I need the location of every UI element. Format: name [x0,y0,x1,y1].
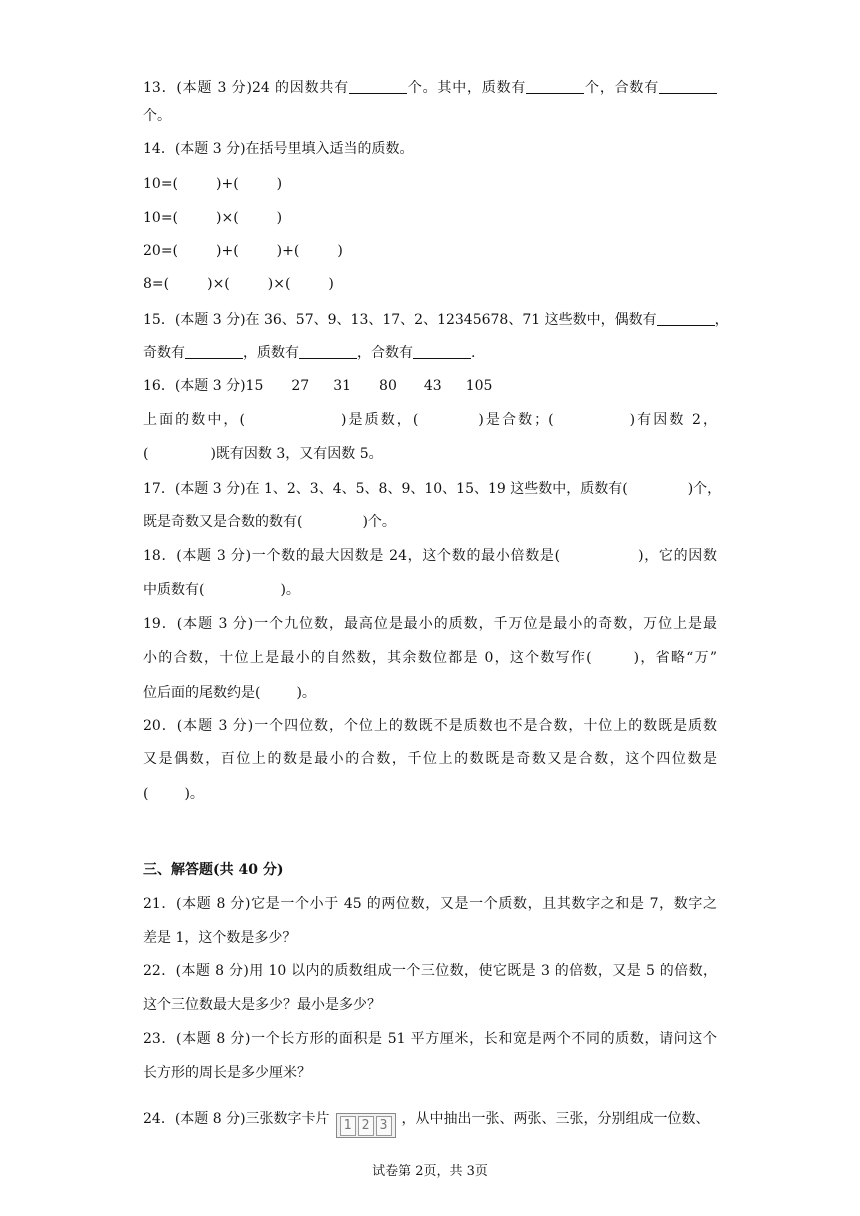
question-23-line-2: 长方形的周长是多少厘米？ [143,1065,311,1081]
q14-text: ) [276,176,283,192]
q16-text: 上面的数中，( [143,412,245,428]
question-13-line-1 [143,78,717,98]
q17-text: 17．(本题 3 分)在 1、2、3、4、5、8、9、10、15、19 这些数中，质数有( [143,481,628,497]
q14-row-2 [143,208,717,228]
answer-blank[interactable] [659,79,717,94]
question-15-line-1 [143,310,729,330]
q24-text: ，从中抽出一张、两张、三张，分别组成一位数、 [401,1111,710,1127]
q16-number: 80 [379,378,397,394]
q16-text: ( [143,446,149,462]
q13-text: 个。 [143,108,171,124]
q18-text: 中质数有( [143,582,205,598]
q18-text: )，它的因数 [638,548,717,564]
answer-blank[interactable] [413,344,471,359]
question-21-line-1: 21．(本题 8 分)它是一个小于 45 的两位数，又是一个质数，且其数字之和是 7，数字之 [143,896,717,912]
q14-text: )+( [216,243,239,259]
digit-card: 2 [358,1116,374,1136]
q14-text: 8=( [143,276,170,292]
q14-text: )×( [207,276,230,292]
question-20-line-1: 20．(本题 3 分)一个四位数，个位上的数既不是质数也不是合数，十位上的数既是质数 [143,718,717,734]
question-17-line-2 [143,512,717,532]
q18-text: )。 [280,582,300,598]
question-20-line-3 [143,784,717,804]
question-14-stem: 14．(本题 3 分)在括号里填入适当的质数。 [143,141,414,157]
q16-text: )有因数 2， [629,412,717,428]
q14-text: )+( [216,176,239,192]
q20-text: ( [143,786,149,802]
q14-text: )+( [276,243,300,259]
q16-text: )是质数，( [340,412,419,428]
digit-card: 1 [340,1116,356,1136]
q13-text: 个。其中，质数有 [407,80,527,96]
question-19-line-3 [143,683,717,703]
q13-text: 个，合数有 [584,80,660,96]
q14-row-3 [143,241,717,261]
question-16-line-1 [143,376,717,396]
q14-text: ) [328,276,334,292]
q15-text: ，质数有 [243,345,299,361]
question-15-line-2 [143,343,717,363]
page-footer: 试卷第 2页，共 3页 [372,1164,488,1179]
digit-cards-image [336,1113,396,1138]
q19-text: )。 [296,685,316,701]
question-18-line-2 [143,580,717,600]
question-17-line-1 [143,479,722,499]
question-24-line-1 [143,1109,717,1133]
q14-row-4 [143,274,717,294]
q16-number: 43 [423,378,442,394]
answer-blank[interactable] [657,311,715,326]
q15-text: ，合数有 [357,345,413,361]
q14-text: )×( [216,210,239,226]
q17-text: )个， [687,481,722,497]
question-16-line-2 [143,410,717,430]
q24-text: 24．(本题 8 分)三张数字卡片 [143,1111,330,1127]
q14-text: 10=( [143,210,179,226]
q17-text: 既是奇数又是合数的数有( [143,514,303,530]
question-19-line-1: 19．(本题 3 分)一个九位数，最高位是最小的质数，千万位是最小的奇数，万位上是最 [143,616,717,632]
question-13-line-2 [143,106,717,126]
question-16-line-3 [143,444,717,464]
q14-text: ) [276,210,283,226]
q14-text: )×( [267,276,291,292]
q13-text: 13．(本题 3 分)24 的因数共有 [143,80,350,96]
q14-row-1 [143,174,717,194]
q19-text: 小的合数，十位上是最小的自然数，其余数位都是 0，这个数写作( [143,650,592,666]
question-20-line-2: 又是偶数，百位上的数是最小的合数，千位上的数既是奇数又是合数，这个四位数是 [143,751,717,767]
q16-number: 27 [291,378,310,394]
q15-text: 奇数有 [143,345,185,361]
q20-text: )。 [184,786,204,802]
q16-number: 31 [333,378,352,394]
q19-text: )，省略“万” [633,650,717,666]
q14-text: 10=( [143,176,179,192]
question-19-line-2 [143,648,717,668]
q18-text: 18．(本题 3 分)一个数的最大因数是 24，这个数的最小倍数是( [143,548,561,564]
q15-text: . [471,345,476,361]
digit-card: 3 [376,1116,392,1136]
question-18-line-1 [143,546,717,566]
q15-text: ， [714,312,729,328]
answer-blank[interactable] [299,344,357,359]
q16-number: 105 [465,378,493,394]
answer-blank[interactable] [185,344,243,359]
q16-text: )既有因数 3，又有因数 5。 [210,446,383,462]
answer-blank[interactable] [349,79,407,94]
question-22-line-1: 22．(本题 8 分)用 10 以内的质数组成一个三位数，使它既是 3 的倍数，又是 5 的倍数， [143,963,717,979]
q17-text: )个。 [362,514,396,530]
q16-text: 16．(本题 3 分)15 [143,378,264,394]
q19-text: 位后面的尾数约是( [143,685,261,701]
question-21-line-2: 差是 1，这个数是多少？ [143,930,297,946]
section-heading: 三、解答题(共 40 分) [143,862,284,878]
question-22-line-2: 这个三位数最大是多少？最小是多少？ [143,997,381,1013]
answer-blank[interactable] [526,79,584,94]
q16-text: )是合数；( [478,412,554,428]
question-23-line-1: 23．(本题 8 分)一个长方形的面积是 51 平方厘米，长和宽是两个不同的质数，请问这个 [143,1031,717,1047]
q14-text: 20=( [143,243,179,259]
q15-text: 15．(本题 3 分)在 36、57、9、13、17、2、12345678、71 这些数中，偶数有 [143,312,657,328]
q14-text: ) [337,243,343,259]
